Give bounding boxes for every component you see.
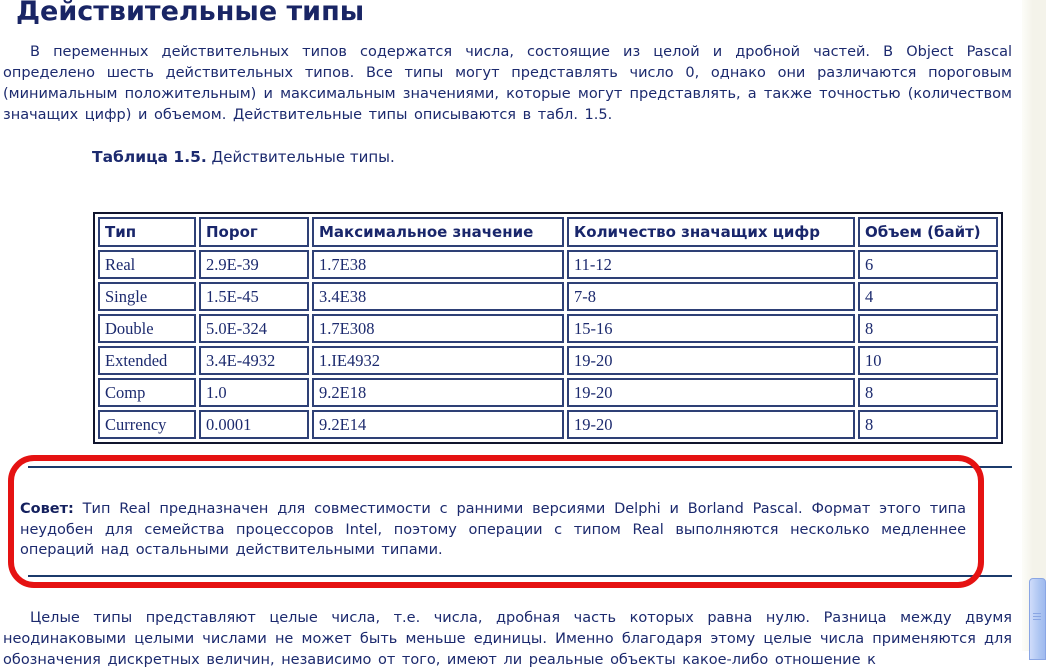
table-header-row <box>98 217 998 247</box>
cell-digits: 19-20 <box>567 410 855 439</box>
next-paragraph: Целые типы представляют целые числа, т.е. числа, дробная часть которых равна нулю. Разница между двумя неодинаковыми целыми числами не может быть меньше единицы. Именно благодаря этому целые числа применяются для обозначения дискретных величин, независимо от того, имеют ли реальные объекты какое-либо отношение к <box>3 609 1012 668</box>
cell-threshold: 2.9E-39 <box>199 250 309 279</box>
table-row <box>98 378 998 407</box>
tip-divider-top <box>28 466 1012 468</box>
cell-type: Double <box>98 314 196 343</box>
cell-type: Single <box>98 282 196 311</box>
cell-threshold: 0.0001 <box>199 410 309 439</box>
cell-type: Comp <box>98 378 196 407</box>
cell-digits: 19-20 <box>567 346 855 375</box>
scrollbar-grip-icon <box>1033 613 1041 621</box>
cell-threshold: 1.5E-45 <box>199 282 309 311</box>
cell-max-value: 1.IE4932 <box>312 346 564 375</box>
cell-size: 10 <box>858 346 998 375</box>
header-type: Тип <box>98 217 196 247</box>
header-size-bytes: Объем (байт) <box>858 217 998 247</box>
table-row <box>98 314 998 343</box>
intro-paragraph: В переменных действительных типов содержатся числа, состоящие из целой и дробной частей. В Object Pascal определено шесть действительных типов. Все типы могут представлять число 0, однако они различаются пороговым (минимальным положительным) и максимальным значениями, которые могут представлять, а также точностью (количеством значащих цифр) и объемом. Действительные типы описываются в табл. 1.5. <box>3 43 1012 123</box>
cell-threshold: 3.4E-4932 <box>199 346 309 375</box>
real-types-table <box>93 212 1003 444</box>
cell-type: Currency <box>98 410 196 439</box>
cell-digits: 7-8 <box>567 282 855 311</box>
cell-type: Extended <box>98 346 196 375</box>
cell-max-value: 1.7E38 <box>312 250 564 279</box>
cell-type: Real <box>98 250 196 279</box>
header-significant-digits: Количество значащих цифр <box>567 217 855 247</box>
header-max-value: Максимальное значение <box>312 217 564 247</box>
cell-size: 8 <box>858 410 998 439</box>
table-caption <box>92 148 395 166</box>
table-row <box>98 410 998 439</box>
cell-threshold: 1.0 <box>199 378 309 407</box>
cell-digits: 15-16 <box>567 314 855 343</box>
cell-max-value: 1.7E308 <box>312 314 564 343</box>
vertical-scrollbar-thumb[interactable] <box>1029 578 1046 660</box>
page-title: Действительные типы <box>16 0 365 27</box>
cell-size: 8 <box>858 314 998 343</box>
header-threshold: Порог <box>199 217 309 247</box>
tip-divider-bottom <box>28 575 1012 577</box>
cell-threshold: 5.0E-324 <box>199 314 309 343</box>
cell-max-value: 3.4E38 <box>312 282 564 311</box>
table-row <box>98 346 998 375</box>
cell-size: 6 <box>858 250 998 279</box>
table-caption-label: Таблица 1.5. <box>92 148 207 166</box>
vertical-scrollbar-track[interactable] <box>1022 0 1046 651</box>
table-row <box>98 282 998 311</box>
cell-digits: 11-12 <box>567 250 855 279</box>
table-row <box>98 250 998 279</box>
tip-body-text: Тип Real предназначен для совместимости с ранними версиями Delphi и Borland Pascal. Формат этого типа неудобен для семейства процессоров Intel, поэтому операции с типом Real выполняются несколько медленнее операций над остальными действительными типами. <box>20 501 966 558</box>
cell-max-value: 9.2E18 <box>312 378 564 407</box>
tip-paragraph <box>20 499 966 561</box>
cell-size: 8 <box>858 378 998 407</box>
cell-max-value: 9.2E14 <box>312 410 564 439</box>
cell-digits: 19-20 <box>567 378 855 407</box>
tip-label: Совет: <box>20 501 74 517</box>
cell-size: 4 <box>858 282 998 311</box>
table-caption-text: Действительные типы. <box>206 148 395 166</box>
